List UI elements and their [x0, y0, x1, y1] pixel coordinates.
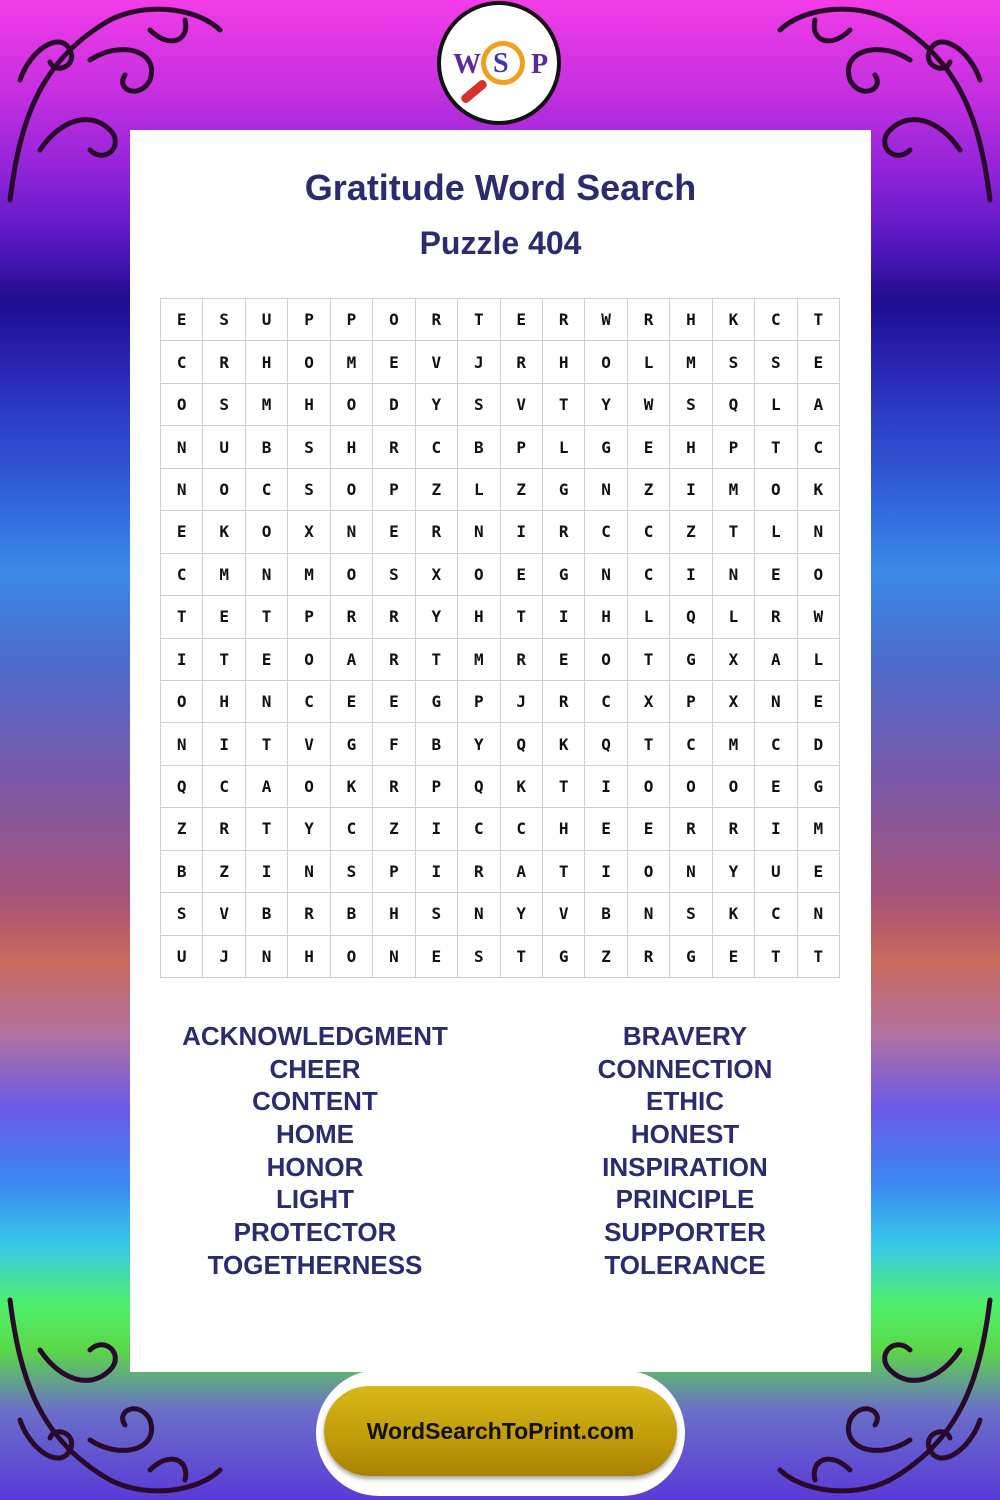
- grid-cell[interactable]: C: [628, 511, 670, 553]
- grid-cell[interactable]: Y: [416, 384, 458, 426]
- grid-cell[interactable]: S: [161, 893, 203, 935]
- grid-cell[interactable]: Y: [458, 723, 500, 765]
- grid-cell[interactable]: Q: [670, 596, 712, 638]
- grid-cell[interactable]: O: [331, 469, 373, 511]
- grid-cell[interactable]: X: [713, 639, 755, 681]
- grid-cell[interactable]: Z: [203, 851, 245, 893]
- grid-cell[interactable]: C: [331, 808, 373, 850]
- puzzle-sheet: [130, 130, 871, 1372]
- grid-cell[interactable]: T: [628, 723, 670, 765]
- grid-cell[interactable]: O: [331, 384, 373, 426]
- grid-cell[interactable]: E: [161, 299, 203, 341]
- grid-cell[interactable]: N: [670, 851, 712, 893]
- grid-cell[interactable]: N: [161, 723, 203, 765]
- word-list-item: TOLERANCE: [604, 1249, 766, 1280]
- grid-cell[interactable]: R: [288, 893, 330, 935]
- grid-cell[interactable]: E: [585, 808, 627, 850]
- grid-cell[interactable]: Z: [670, 511, 712, 553]
- grid-cell[interactable]: V: [288, 723, 330, 765]
- grid-cell[interactable]: N: [713, 554, 755, 596]
- grid-cell[interactable]: H: [543, 341, 585, 383]
- grid-cell[interactable]: Z: [501, 469, 543, 511]
- grid-cell[interactable]: J: [458, 341, 500, 383]
- grid-cell[interactable]: V: [501, 384, 543, 426]
- grid-cell[interactable]: T: [755, 426, 797, 468]
- grid-cell[interactable]: E: [373, 511, 415, 553]
- grid-cell[interactable]: E: [798, 851, 840, 893]
- grid-cell[interactable]: M: [713, 469, 755, 511]
- grid-cell[interactable]: E: [755, 766, 797, 808]
- grid-cell[interactable]: B: [331, 893, 373, 935]
- grid-cell[interactable]: H: [288, 384, 330, 426]
- grid-cell[interactable]: A: [755, 639, 797, 681]
- grid-cell[interactable]: U: [755, 851, 797, 893]
- grid-cell[interactable]: L: [713, 596, 755, 638]
- logo-letter-s: S: [493, 48, 509, 79]
- grid-cell[interactable]: M: [458, 639, 500, 681]
- grid-cell[interactable]: I: [416, 851, 458, 893]
- grid-cell[interactable]: W: [798, 596, 840, 638]
- grid-cell[interactable]: I: [246, 851, 288, 893]
- grid-cell[interactable]: R: [501, 341, 543, 383]
- grid-cell[interactable]: C: [755, 723, 797, 765]
- grid-cell[interactable]: I: [161, 639, 203, 681]
- grid-cell[interactable]: S: [288, 469, 330, 511]
- grid-cell[interactable]: O: [288, 639, 330, 681]
- grid-cell[interactable]: F: [373, 723, 415, 765]
- grid-cell[interactable]: E: [713, 936, 755, 978]
- grid-cell[interactable]: S: [670, 384, 712, 426]
- grid-cell[interactable]: A: [331, 639, 373, 681]
- grid-cell[interactable]: R: [373, 639, 415, 681]
- grid-cell[interactable]: G: [670, 639, 712, 681]
- grid-cell[interactable]: P: [373, 469, 415, 511]
- grid-cell[interactable]: I: [670, 554, 712, 596]
- grid-cell[interactable]: S: [331, 851, 373, 893]
- grid-cell[interactable]: M: [203, 554, 245, 596]
- grid-cell[interactable]: O: [628, 766, 670, 808]
- grid-cell[interactable]: P: [670, 681, 712, 723]
- grid-cell[interactable]: O: [458, 554, 500, 596]
- grid-cell[interactable]: Z: [628, 469, 670, 511]
- grid-cell[interactable]: K: [798, 469, 840, 511]
- grid-cell[interactable]: T: [798, 299, 840, 341]
- grid-cell[interactable]: C: [246, 469, 288, 511]
- grid-cell[interactable]: H: [203, 681, 245, 723]
- grid-cell[interactable]: O: [373, 299, 415, 341]
- grid-cell[interactable]: U: [161, 936, 203, 978]
- grid-cell[interactable]: R: [755, 596, 797, 638]
- grid-cell[interactable]: Z: [161, 808, 203, 850]
- grid-cell[interactable]: S: [458, 936, 500, 978]
- logo-letter-p: P: [531, 49, 549, 80]
- grid-cell[interactable]: N: [161, 426, 203, 468]
- puzzle-number: Puzzle 404: [419, 225, 582, 261]
- grid-cell[interactable]: N: [288, 851, 330, 893]
- grid-cell[interactable]: Z: [585, 936, 627, 978]
- grid-cell[interactable]: Y: [585, 384, 627, 426]
- grid-cell[interactable]: K: [713, 299, 755, 341]
- grid-cell[interactable]: D: [373, 384, 415, 426]
- word-list-item: CHEER: [269, 1053, 361, 1084]
- grid-cell[interactable]: C: [501, 808, 543, 850]
- grid-cell[interactable]: R: [416, 511, 458, 553]
- grid-cell[interactable]: E: [203, 596, 245, 638]
- grid-cell[interactable]: C: [755, 893, 797, 935]
- grid-cell[interactable]: B: [416, 723, 458, 765]
- grid-cell[interactable]: G: [331, 723, 373, 765]
- grid-cell[interactable]: O: [585, 639, 627, 681]
- grid-cell[interactable]: K: [543, 723, 585, 765]
- grid-cell[interactable]: R: [501, 639, 543, 681]
- grid-cell[interactable]: I: [585, 766, 627, 808]
- grid-cell[interactable]: O: [755, 469, 797, 511]
- grid-cell[interactable]: K: [331, 766, 373, 808]
- grid-cell[interactable]: E: [246, 639, 288, 681]
- grid-cell[interactable]: H: [670, 426, 712, 468]
- grid-cell[interactable]: P: [458, 681, 500, 723]
- grid-cell[interactable]: C: [161, 341, 203, 383]
- logo-letter-w: W: [453, 49, 481, 80]
- grid-cell[interactable]: O: [331, 554, 373, 596]
- grid-cell[interactable]: R: [203, 808, 245, 850]
- word-list-item: ETHIC: [646, 1086, 724, 1117]
- grid-cell[interactable]: R: [628, 936, 670, 978]
- grid-cell[interactable]: A: [798, 384, 840, 426]
- grid-cell[interactable]: P: [713, 426, 755, 468]
- grid-cell[interactable]: Y: [501, 893, 543, 935]
- grid-cell[interactable]: C: [755, 299, 797, 341]
- grid-cell[interactable]: E: [628, 808, 670, 850]
- grid-cell[interactable]: I: [203, 723, 245, 765]
- word-list-item: SUPPORTER: [604, 1217, 766, 1248]
- grid-cell[interactable]: H: [585, 596, 627, 638]
- footer-banner: [316, 1370, 685, 1496]
- grid-cell[interactable]: E: [628, 426, 670, 468]
- grid-cell[interactable]: C: [203, 766, 245, 808]
- grid-cell[interactable]: R: [713, 808, 755, 850]
- word-list-item: HONOR: [266, 1151, 364, 1182]
- grid-cell[interactable]: O: [670, 766, 712, 808]
- grid-cell[interactable]: C: [161, 554, 203, 596]
- word-list-left-column: [130, 1020, 500, 1282]
- grid-cell[interactable]: H: [670, 299, 712, 341]
- grid-cell[interactable]: C: [416, 426, 458, 468]
- grid-cell[interactable]: O: [585, 341, 627, 383]
- grid-cell[interactable]: I: [416, 808, 458, 850]
- grid-cell[interactable]: S: [203, 299, 245, 341]
- page-title: Gratitude Word Search: [304, 167, 697, 208]
- grid-cell[interactable]: N: [373, 936, 415, 978]
- grid-cell[interactable]: T: [161, 596, 203, 638]
- grid-cell[interactable]: E: [798, 341, 840, 383]
- grid-cell[interactable]: N: [585, 469, 627, 511]
- grid-cell[interactable]: N: [628, 893, 670, 935]
- grid-cell[interactable]: L: [543, 426, 585, 468]
- grid-cell[interactable]: B: [246, 426, 288, 468]
- grid-cell[interactable]: I: [755, 808, 797, 850]
- grid-cell[interactable]: S: [458, 384, 500, 426]
- grid-cell[interactable]: H: [543, 808, 585, 850]
- grid-cell[interactable]: K: [203, 511, 245, 553]
- grid-cell[interactable]: M: [670, 341, 712, 383]
- grid-cell[interactable]: N: [161, 469, 203, 511]
- grid-cell[interactable]: P: [373, 851, 415, 893]
- grid-cell[interactable]: R: [458, 851, 500, 893]
- grid-cell[interactable]: T: [246, 596, 288, 638]
- grid-cell[interactable]: A: [501, 851, 543, 893]
- grid-cell[interactable]: P: [416, 766, 458, 808]
- grid-cell[interactable]: T: [501, 596, 543, 638]
- grid-cell[interactable]: T: [203, 639, 245, 681]
- grid-cell[interactable]: K: [501, 766, 543, 808]
- grid-cell[interactable]: H: [288, 936, 330, 978]
- grid-cell[interactable]: H: [458, 596, 500, 638]
- grid-cell[interactable]: T: [543, 384, 585, 426]
- grid-cell[interactable]: S: [416, 893, 458, 935]
- grid-cell[interactable]: L: [755, 384, 797, 426]
- grid-cell[interactable]: T: [755, 936, 797, 978]
- grid-cell[interactable]: L: [628, 341, 670, 383]
- grid-cell[interactable]: V: [203, 893, 245, 935]
- grid-cell[interactable]: B: [161, 851, 203, 893]
- grid-cell[interactable]: C: [628, 554, 670, 596]
- grid-cell[interactable]: Y: [416, 596, 458, 638]
- grid-cell[interactable]: N: [246, 554, 288, 596]
- grid-cell[interactable]: O: [203, 469, 245, 511]
- grid-cell[interactable]: O: [246, 511, 288, 553]
- grid-cell[interactable]: G: [416, 681, 458, 723]
- grid-cell[interactable]: E: [331, 681, 373, 723]
- grid-cell[interactable]: X: [628, 681, 670, 723]
- grid-cell[interactable]: I: [670, 469, 712, 511]
- grid-cell[interactable]: G: [798, 766, 840, 808]
- grid-cell[interactable]: W: [628, 384, 670, 426]
- grid-cell[interactable]: H: [246, 341, 288, 383]
- grid-cell[interactable]: B: [585, 893, 627, 935]
- grid-cell[interactable]: N: [755, 681, 797, 723]
- grid-cell[interactable]: Q: [713, 384, 755, 426]
- grid-cell[interactable]: N: [798, 893, 840, 935]
- word-list-item: PROTECTOR: [233, 1217, 397, 1248]
- grid-cell[interactable]: T: [501, 936, 543, 978]
- grid-cell[interactable]: B: [246, 893, 288, 935]
- grid-cell[interactable]: Q: [458, 766, 500, 808]
- grid-cell[interactable]: O: [713, 766, 755, 808]
- grid-cell[interactable]: G: [543, 554, 585, 596]
- grid-cell[interactable]: N: [585, 554, 627, 596]
- grid-cell[interactable]: R: [373, 766, 415, 808]
- grid-cell[interactable]: T: [416, 639, 458, 681]
- grid-cell[interactable]: S: [670, 893, 712, 935]
- grid-cell[interactable]: T: [798, 936, 840, 978]
- grid-cell[interactable]: G: [543, 469, 585, 511]
- grid-cell[interactable]: K: [713, 893, 755, 935]
- grid-cell[interactable]: N: [331, 511, 373, 553]
- word-list-item: CONTENT: [252, 1086, 378, 1117]
- grid-cell[interactable]: Y: [288, 808, 330, 850]
- grid-cell[interactable]: L: [798, 639, 840, 681]
- grid-cell[interactable]: P: [501, 426, 543, 468]
- grid-cell[interactable]: C: [585, 681, 627, 723]
- grid-cell[interactable]: S: [755, 341, 797, 383]
- grid-cell[interactable]: P: [288, 596, 330, 638]
- grid-cell[interactable]: N: [246, 936, 288, 978]
- grid-cell[interactable]: T: [246, 723, 288, 765]
- grid-cell[interactable]: R: [203, 341, 245, 383]
- grid-cell[interactable]: R: [416, 299, 458, 341]
- grid-cell[interactable]: C: [458, 808, 500, 850]
- grid-cell[interactable]: M: [246, 384, 288, 426]
- grid-cell[interactable]: O: [288, 766, 330, 808]
- grid-cell[interactable]: O: [288, 341, 330, 383]
- word-list-item: HONEST: [630, 1119, 740, 1150]
- grid-cell[interactable]: L: [628, 596, 670, 638]
- grid-cell[interactable]: N: [458, 511, 500, 553]
- grid-cell[interactable]: X: [288, 511, 330, 553]
- grid-cell[interactable]: H: [373, 893, 415, 935]
- grid-cell[interactable]: V: [543, 893, 585, 935]
- grid-cell[interactable]: M: [331, 341, 373, 383]
- grid-cell[interactable]: Z: [373, 808, 415, 850]
- grid-cell[interactable]: P: [331, 299, 373, 341]
- grid-cell[interactable]: C: [585, 511, 627, 553]
- grid-cell[interactable]: Z: [416, 469, 458, 511]
- grid-cell[interactable]: X: [713, 681, 755, 723]
- grid-cell[interactable]: C: [288, 681, 330, 723]
- grid-cell[interactable]: Q: [501, 723, 543, 765]
- grid-cell[interactable]: R: [543, 681, 585, 723]
- word-list-item: HOME: [276, 1119, 354, 1150]
- grid-cell[interactable]: J: [501, 681, 543, 723]
- grid-cell[interactable]: C: [670, 723, 712, 765]
- grid-cell[interactable]: M: [713, 723, 755, 765]
- grid-cell[interactable]: R: [543, 299, 585, 341]
- grid-cell[interactable]: X: [416, 554, 458, 596]
- site-logo[interactable]: [437, 1, 561, 125]
- grid-cell[interactable]: O: [161, 384, 203, 426]
- grid-cell[interactable]: E: [543, 639, 585, 681]
- grid-cell[interactable]: E: [373, 341, 415, 383]
- grid-cell[interactable]: T: [246, 808, 288, 850]
- word-list-item: ACKNOWLEDGMENT: [182, 1021, 448, 1051]
- grid-cell[interactable]: G: [585, 426, 627, 468]
- grid-cell[interactable]: T: [458, 299, 500, 341]
- grid-cell[interactable]: Y: [713, 851, 755, 893]
- grid-cell[interactable]: T: [543, 766, 585, 808]
- grid-cell[interactable]: N: [246, 681, 288, 723]
- grid-cell[interactable]: Q: [585, 723, 627, 765]
- grid-cell[interactable]: R: [543, 511, 585, 553]
- grid-cell[interactable]: G: [670, 936, 712, 978]
- grid-cell[interactable]: E: [373, 681, 415, 723]
- grid-cell[interactable]: E: [416, 936, 458, 978]
- grid-cell[interactable]: E: [501, 554, 543, 596]
- word-list-item: INSPIRATION: [602, 1151, 768, 1182]
- grid-cell[interactable]: M: [798, 808, 840, 850]
- grid-cell[interactable]: U: [246, 299, 288, 341]
- magnifier-handle: [460, 78, 489, 104]
- word-list-right-column: [500, 1020, 870, 1282]
- grid-cell[interactable]: S: [203, 384, 245, 426]
- grid-cell[interactable]: O: [331, 936, 373, 978]
- grid-cell[interactable]: I: [543, 596, 585, 638]
- grid-cell[interactable]: L: [458, 469, 500, 511]
- word-list-item: BRAVERY: [622, 1021, 748, 1051]
- grid-cell[interactable]: I: [501, 511, 543, 553]
- grid-cell[interactable]: D: [798, 723, 840, 765]
- grid-cell[interactable]: O: [161, 681, 203, 723]
- word-list-item: LIGHT: [276, 1184, 354, 1215]
- grid-cell[interactable]: T: [713, 511, 755, 553]
- grid-cell[interactable]: A: [246, 766, 288, 808]
- footer-site-url: WordSearchToPrint.com: [366, 1417, 635, 1444]
- grid-cell[interactable]: I: [585, 851, 627, 893]
- grid-cell[interactable]: R: [331, 596, 373, 638]
- grid-cell[interactable]: R: [373, 596, 415, 638]
- grid-cell[interactable]: P: [288, 299, 330, 341]
- grid-cell[interactable]: C: [798, 426, 840, 468]
- grid-cell[interactable]: T: [543, 851, 585, 893]
- grid-cell[interactable]: E: [501, 299, 543, 341]
- grid-cell[interactable]: S: [713, 341, 755, 383]
- grid-cell[interactable]: E: [755, 554, 797, 596]
- grid-cell[interactable]: Q: [161, 766, 203, 808]
- grid-cell[interactable]: R: [670, 808, 712, 850]
- grid-cell[interactable]: R: [628, 299, 670, 341]
- grid-cell[interactable]: O: [798, 554, 840, 596]
- grid-cell[interactable]: N: [458, 893, 500, 935]
- grid-cell[interactable]: T: [628, 639, 670, 681]
- grid-cell[interactable]: G: [543, 936, 585, 978]
- grid-cell[interactable]: E: [798, 681, 840, 723]
- grid-cell[interactable]: U: [203, 426, 245, 468]
- grid-cell[interactable]: J: [203, 936, 245, 978]
- grid-cell[interactable]: S: [288, 426, 330, 468]
- letter-grid[interactable]: [160, 298, 840, 978]
- grid-cell[interactable]: E: [161, 511, 203, 553]
- grid-cell[interactable]: V: [416, 341, 458, 383]
- word-list-item: PRINCIPLE: [615, 1184, 755, 1215]
- grid-cell[interactable]: W: [585, 299, 627, 341]
- grid-cell[interactable]: N: [798, 511, 840, 553]
- word-list-item: TOGETHERNESS: [207, 1249, 423, 1280]
- grid-cell[interactable]: L: [755, 511, 797, 553]
- grid-cell[interactable]: H: [331, 426, 373, 468]
- grid-cell[interactable]: O: [628, 851, 670, 893]
- grid-cell[interactable]: R: [373, 426, 415, 468]
- word-list-item: CONNECTION: [597, 1053, 773, 1084]
- footer-link-button[interactable]: [324, 1386, 677, 1476]
- grid-cell[interactable]: M: [288, 554, 330, 596]
- grid-cell[interactable]: B: [458, 426, 500, 468]
- grid-cell[interactable]: S: [373, 554, 415, 596]
